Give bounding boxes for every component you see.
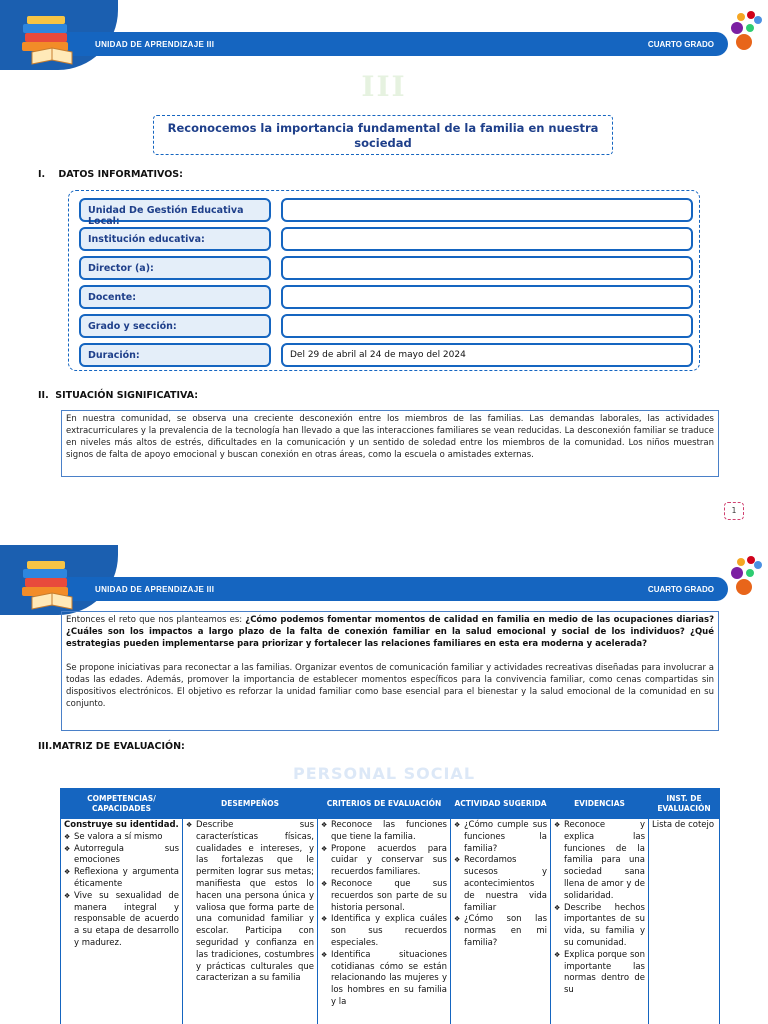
grade-label: CUARTO GRADO [647,40,714,49]
competencia-title: Construye su identidad. [64,820,179,830]
evidencias-cell [551,819,649,1024]
datos-value-field[interactable] [281,314,693,338]
datos-value-field[interactable]: Del 29 de abril al 24 de mayo del 2024 [281,343,693,367]
instrumento-cell: Lista de cotejo [649,819,720,1024]
datos-value-field[interactable] [281,198,693,222]
table-header-row [61,789,720,819]
reto-question: ¿Cómo podemos fomentar momentos de calidad en familia en medio de las ocupaciones diarias? ¿Cuáles son los impactos a largo plazo de la falta de conexión familiar en la salud emocional y social de los individuos? ¿Qué estrategias pueden implementarse para priorizar y fortalecer las relaciones familiares en esta era moderna y acelerada? [66,615,714,649]
datos-value-field[interactable] [281,285,693,309]
datos-label: Unidad De Gestión Educativa Local: [79,198,271,222]
datos-value-field[interactable] [281,227,693,251]
datos-label: Duración: [79,343,271,367]
list-item: ❖ Identifica y explica cuáles son sus recuerdos especiales. [321,914,447,949]
grade-label: CUARTO GRADO [647,585,714,594]
list-item: ❖ Describe hechos importantes de su vida, su familia y su comunidad. [554,903,645,950]
reto-intro: Entonces el reto que nos planteamos es: [66,615,246,625]
unit-roman-watermark: III [361,70,407,103]
column-header: CRITERIOS DE EVALUACIÓN [318,789,451,819]
list-item: ❖ Vive su sexualidad de manera integral y responsable de acuerdo a su etapa de desarrollo y madurez. [64,891,179,950]
page-number: 1 [724,502,744,520]
column-header: ACTIVIDAD SUGERIDA [451,789,551,819]
list-item: ❖ ¿Cómo son las normas en mi familia? [454,914,547,949]
desempenos-list [186,820,314,985]
column-header: INST. DE EVALUACIÓN [649,789,720,819]
list-item: ❖ Reconoce que sus recuerdos son parte de su historia personal. [321,879,447,914]
desempenos-cell [183,819,318,1024]
datos-label: Grado y sección: [79,314,271,338]
matriz-evaluacion-table [60,788,720,1024]
list-item: ❖ ¿Cómo cumple sus funciones la familia? [454,820,547,855]
section-situacion-title: II. SITUACIÓN SIGNIFICATIVA: [38,390,199,401]
datos-value-field[interactable] [281,256,693,280]
reto-paragraph [66,614,714,650]
datos-label: Docente: [79,285,271,309]
column-header: COMPETENCIAS/ CAPACIDADES [61,789,183,819]
list-item: ❖ Explica porque son importante las normas dentro de su [554,950,645,997]
unit-title: Reconocemos la importancia fundamental de la familia en nuestra sociedad [153,115,613,155]
list-item: ❖ Reconoce las funciones que tiene la familia. [321,820,447,844]
propuesta-paragraph: Se propone iniciativas para reconectar a las familias. Organizar eventos de comunicación familiar y actividades recreativas diseñadas para involucrar a todas las edades. Además, promover la importancia de establecer momentos específicos para la convivencia familiar, como cenas compartidas sin dispositivos electrónicos. El objetivo es reforzar la unidad familiar como base esencial para el bienestar y la salud emocional de la comunidad en su conjunto. [66,663,714,709]
section-matriz-title: III.MATRIZ DE EVALUACIÓN: [38,741,185,752]
column-header: EVIDENCIAS [551,789,649,819]
area-watermark: PERSONAL SOCIAL [292,764,476,783]
actividad-cell [451,819,551,1024]
competencias-cell [61,819,183,1024]
actividades-list [454,820,547,950]
page1-header [0,0,768,70]
books-icon [18,8,78,66]
list-item: ❖ Reconoce y explica las funciones de la familia para una sociedad sana llena de amor y de solidaridad. [554,820,645,903]
reto-box [61,611,719,731]
list-item: ❖ Recordamos sucesos y acontecimientos de nuestra vida familiar [454,855,547,914]
situacion-significativa-text: En nuestra comunidad, se observa una creciente desconexión entre los miembros de las familias. Las demandas laborales, las actividades extracurriculares y la prevalencia de la tecnología han llevado a que las interacciones familiares se vean reducidas. La desconexión familiar se traduce en niveles más altos de estrés, dificultades en la comunicación y un sentido de soledad entre los miembros de la comunidad. Los niños muestran signos de falta de apoyo emocional y buscan conexión en otras áreas, como la escuela o amistades externas. [61,410,719,477]
unit-label: UNIDAD DE APRENDIZAJE III [95,40,215,49]
capacidades-list [64,832,179,950]
books-icon [18,553,78,611]
list-item: ❖ Identifica situaciones cotidianas cómo se están relacionando las mujeres y los hombres en su familia y la [321,950,447,1009]
datos-label: Institución educativa: [79,227,271,251]
table-row [61,819,720,1024]
criterios-list [321,820,447,1009]
section-datos-title: I. DATOS INFORMATIVOS: [38,169,183,180]
decorative-dots-icon [730,6,764,56]
unit-label: UNIDAD DE APRENDIZAJE III [95,585,215,594]
criterios-cell [318,819,451,1024]
datos-label: Director (a): [79,256,271,280]
page2-header [0,545,768,615]
list-item: ❖ Propone acuerdos para cuidar y conservar sus recuerdos familiares. [321,844,447,879]
list-item: ❖ Reflexiona y argumenta éticamente [64,867,179,891]
list-item: ❖ Autorregula sus emociones [64,844,179,868]
list-item: ❖ Se valora a sí mismo [64,832,179,844]
list-item: ❖ Describe sus características físicas, cualidades e intereses, y las fortalezas que le permiten lograr sus metas; manifiesta que estos lo hacen una persona única y valiosa que forma parte de una comunidad familiar y escolar. Participa con seguridad y confianza en las tradiciones, costumbres y prácticas culturales que caracterizan a su familia [186,820,314,985]
evidencias-list [554,820,645,997]
column-header: DESEMPEÑOS [183,789,318,819]
decorative-dots-icon [730,551,764,601]
